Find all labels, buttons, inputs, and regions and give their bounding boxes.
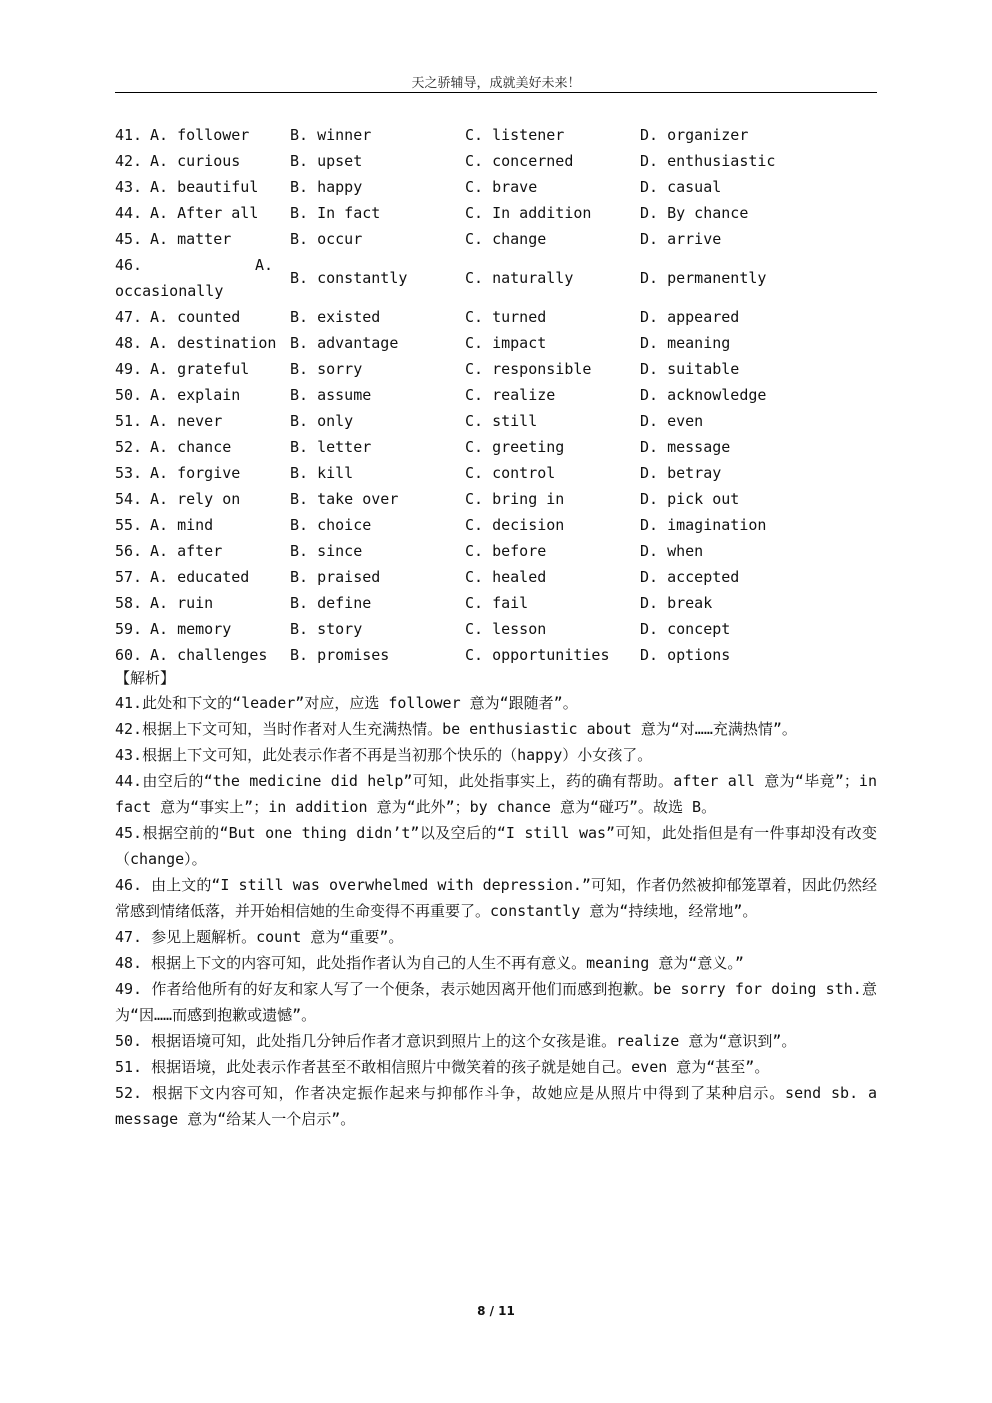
option-b: B. take over bbox=[290, 490, 399, 508]
option-a: A. matter bbox=[150, 230, 232, 248]
option-c: C. turned bbox=[465, 308, 547, 326]
answer-options-list bbox=[115, 122, 877, 668]
option-d: D. break bbox=[640, 594, 713, 612]
option-c: C. control bbox=[465, 464, 556, 482]
option-a: A. chance bbox=[150, 438, 232, 456]
option-a-label: A. bbox=[255, 256, 274, 274]
option-b: B. praised bbox=[290, 568, 381, 586]
question-row-43 bbox=[115, 174, 877, 200]
option-a: A. counted bbox=[150, 308, 241, 326]
question-row-44 bbox=[115, 200, 877, 226]
question-number: 55. bbox=[115, 516, 143, 534]
option-d: D. permanently bbox=[640, 269, 767, 287]
question-row-46 bbox=[115, 252, 877, 304]
option-d: D. suitable bbox=[640, 360, 740, 378]
analysis-paragraph-44: 44.由空后的“the medicine did help”可知，此处指事实上，药的确有帮助。after all 意为“毕竟”；in fact 意为“事实上”；in addition 意为“此外”；by chance 意为“碰巧”。故选 B。 bbox=[115, 772, 877, 816]
analysis-paragraph-41: 41.此处和下文的“leader”对应，应选 follower 意为“跟随者”。 bbox=[115, 694, 578, 712]
question-row-56 bbox=[115, 538, 877, 564]
option-c: C. realize bbox=[465, 386, 556, 404]
question-number: 52. bbox=[115, 438, 143, 456]
option-d: D. meaning bbox=[640, 334, 731, 352]
option-d: D. even bbox=[640, 412, 704, 430]
option-b: B. happy bbox=[290, 178, 363, 196]
option-c: C. decision bbox=[465, 516, 565, 534]
question-number: 53. bbox=[115, 464, 143, 482]
option-c: C. responsible bbox=[465, 360, 592, 378]
question-number: 60. bbox=[115, 646, 143, 664]
question-row-59 bbox=[115, 616, 877, 642]
option-d: D. betray bbox=[640, 464, 722, 482]
option-c: C. healed bbox=[465, 568, 547, 586]
header-divider bbox=[115, 92, 877, 93]
question-row-47 bbox=[115, 304, 877, 330]
analysis-paragraph-43: 43.根据上下文可知，此处表示作者不再是当初那个快乐的（happy）小女孩了。 bbox=[115, 746, 653, 764]
question-number: 51. bbox=[115, 412, 143, 430]
analysis-paragraph-49: 49. 作者给他所有的好友和家人写了一个便条，表示她因离开他们而感到抱歉。be sorry for doing sth.意为“因……而感到抱歉或遗憾”。 bbox=[115, 980, 877, 1024]
option-a: A. rely on bbox=[150, 490, 241, 508]
option-b: B. In fact bbox=[290, 204, 381, 222]
question-number: 50. bbox=[115, 386, 143, 404]
option-d: D. By chance bbox=[640, 204, 749, 222]
option-c: C. impact bbox=[465, 334, 547, 352]
option-d: D. concept bbox=[640, 620, 731, 638]
analysis-paragraph-45: 45.根据空前的“But one thing didn’t”以及空后的“I still was”可知，此处指但是有一件事却没有改变（change）。 bbox=[115, 824, 877, 868]
option-c: C. greeting bbox=[465, 438, 565, 456]
option-b: B. sorry bbox=[290, 360, 363, 378]
question-number: 59. bbox=[115, 620, 143, 638]
option-c: C. brave bbox=[465, 178, 538, 196]
option-b: B. assume bbox=[290, 386, 372, 404]
option-a: A. curious bbox=[150, 152, 241, 170]
option-b: B. since bbox=[290, 542, 363, 560]
option-d: D. accepted bbox=[640, 568, 740, 586]
option-a: A. educated bbox=[150, 568, 250, 586]
option-d: D. acknowledge bbox=[640, 386, 767, 404]
analysis-paragraph-50: 50. 根据语境可知，此处指几分钟后作者才意识到照片上的这个女孩是谁。realize 意为“意识到”。 bbox=[115, 1032, 797, 1050]
option-c: C. lesson bbox=[465, 620, 547, 638]
option-d: D. message bbox=[640, 438, 731, 456]
option-c: C. concerned bbox=[465, 152, 574, 170]
option-c: C. bring in bbox=[465, 490, 565, 508]
option-a: occasionally bbox=[115, 282, 224, 300]
question-row-57 bbox=[115, 564, 877, 590]
option-d: D. arrive bbox=[640, 230, 722, 248]
option-a: A. destination bbox=[150, 334, 277, 352]
question-row-42 bbox=[115, 148, 877, 174]
option-b: B. define bbox=[290, 594, 372, 612]
question-number: 54. bbox=[115, 490, 143, 508]
option-c: C. fail bbox=[465, 594, 529, 612]
question-row-48 bbox=[115, 330, 877, 356]
analysis-paragraph-46: 46. 由上文的“I still was overwhelmed with depression.”可知，作者仍然被抑郁笼罩着，因此仍然经常感到情绪低落，并开始相信她的生命变得不再重要了。constantly 意为“持续地，经常地”。 bbox=[115, 876, 877, 920]
analysis-paragraph-51: 51. 根据语境，此处表示作者甚至不敢相信照片中微笑着的孩子就是她自己。even 意为“甚至”。 bbox=[115, 1058, 770, 1076]
option-c: C. listener bbox=[465, 126, 565, 144]
question-row-60 bbox=[115, 642, 877, 668]
question-number: 42. bbox=[115, 152, 143, 170]
option-b: B. only bbox=[290, 412, 354, 430]
question-row-58 bbox=[115, 590, 877, 616]
option-c: C. opportunities bbox=[465, 646, 610, 664]
question-number: 49. bbox=[115, 360, 143, 378]
question-number: 46. bbox=[115, 256, 143, 274]
option-c: C. change bbox=[465, 230, 547, 248]
question-number: 57. bbox=[115, 568, 143, 586]
option-b: B. letter bbox=[290, 438, 372, 456]
page-header: 天之骄辅导，成就美好未来！ bbox=[411, 76, 581, 91]
option-d: D. options bbox=[640, 646, 731, 664]
option-d: D. pick out bbox=[640, 490, 740, 508]
question-row-54 bbox=[115, 486, 877, 512]
question-row-49 bbox=[115, 356, 877, 382]
question-number: 41. bbox=[115, 126, 143, 144]
option-a: A. explain bbox=[150, 386, 241, 404]
option-a: A. grateful bbox=[150, 360, 250, 378]
question-number: 45. bbox=[115, 230, 143, 248]
option-b: B. constantly bbox=[290, 269, 408, 287]
question-row-52 bbox=[115, 434, 877, 460]
question-row-45 bbox=[115, 226, 877, 252]
question-number: 56. bbox=[115, 542, 143, 560]
option-b: B. advantage bbox=[290, 334, 399, 352]
option-c: C. still bbox=[465, 412, 538, 430]
page-number: 8 / 11 bbox=[477, 1304, 515, 1318]
option-d: D. casual bbox=[640, 178, 722, 196]
question-row-41 bbox=[115, 122, 877, 148]
question-row-50 bbox=[115, 382, 877, 408]
option-a: A. After all bbox=[150, 204, 259, 222]
option-a: A. mind bbox=[150, 516, 214, 534]
option-d: D. imagination bbox=[640, 516, 767, 534]
question-number: 43. bbox=[115, 178, 143, 196]
question-row-55 bbox=[115, 512, 877, 538]
question-row-53 bbox=[115, 460, 877, 486]
option-b: B. occur bbox=[290, 230, 363, 248]
analysis-paragraph-47: 47. 参见上题解析。count 意为“重要”。 bbox=[115, 928, 404, 946]
question-row-51 bbox=[115, 408, 877, 434]
option-b: B. winner bbox=[290, 126, 372, 144]
option-c: C. naturally bbox=[465, 269, 574, 287]
option-b: B. existed bbox=[290, 308, 381, 326]
option-b: B. story bbox=[290, 620, 363, 638]
option-d: D. organizer bbox=[640, 126, 749, 144]
option-b: B. promises bbox=[290, 646, 390, 664]
option-d: D. enthusiastic bbox=[640, 152, 776, 170]
analysis-paragraph-52: 52. 根据下文内容可知，作者决定振作起来与抑郁作斗争，故她应是从照片中得到了某种启示。send sb. a message 意为“给某人一个启示”。 bbox=[115, 1084, 877, 1128]
analysis-section bbox=[115, 666, 877, 1132]
option-c: C. In addition bbox=[465, 204, 592, 222]
option-a: A. memory bbox=[150, 620, 232, 638]
option-d: D. when bbox=[640, 542, 704, 560]
question-number: 47. bbox=[115, 308, 143, 326]
question-number: 44. bbox=[115, 204, 143, 222]
option-b: B. kill bbox=[290, 464, 354, 482]
option-a: A. forgive bbox=[150, 464, 241, 482]
option-d: D. appeared bbox=[640, 308, 740, 326]
option-a: A. ruin bbox=[150, 594, 214, 612]
option-a: A. beautiful bbox=[150, 178, 259, 196]
option-a: A. follower bbox=[150, 126, 250, 144]
analysis-paragraph-42: 42.根据上下文可知，当时作者对人生充满热情。be enthusiastic about 意为“对……充满热情”。 bbox=[115, 720, 797, 738]
analysis-title: 【解析】 bbox=[115, 669, 176, 687]
question-number: 48. bbox=[115, 334, 143, 352]
option-b: B. choice bbox=[290, 516, 372, 534]
option-b: B. upset bbox=[290, 152, 363, 170]
analysis-paragraph-48: 48. 根据上下文的内容可知，此处指作者认为自己的人生不再有意义。meaning 意为“意义。” bbox=[115, 954, 744, 972]
question-number: 58. bbox=[115, 594, 143, 612]
option-a: A. after bbox=[150, 542, 223, 560]
option-c: C. before bbox=[465, 542, 547, 560]
option-a: A. never bbox=[150, 412, 223, 430]
option-a: A. challenges bbox=[150, 646, 268, 664]
